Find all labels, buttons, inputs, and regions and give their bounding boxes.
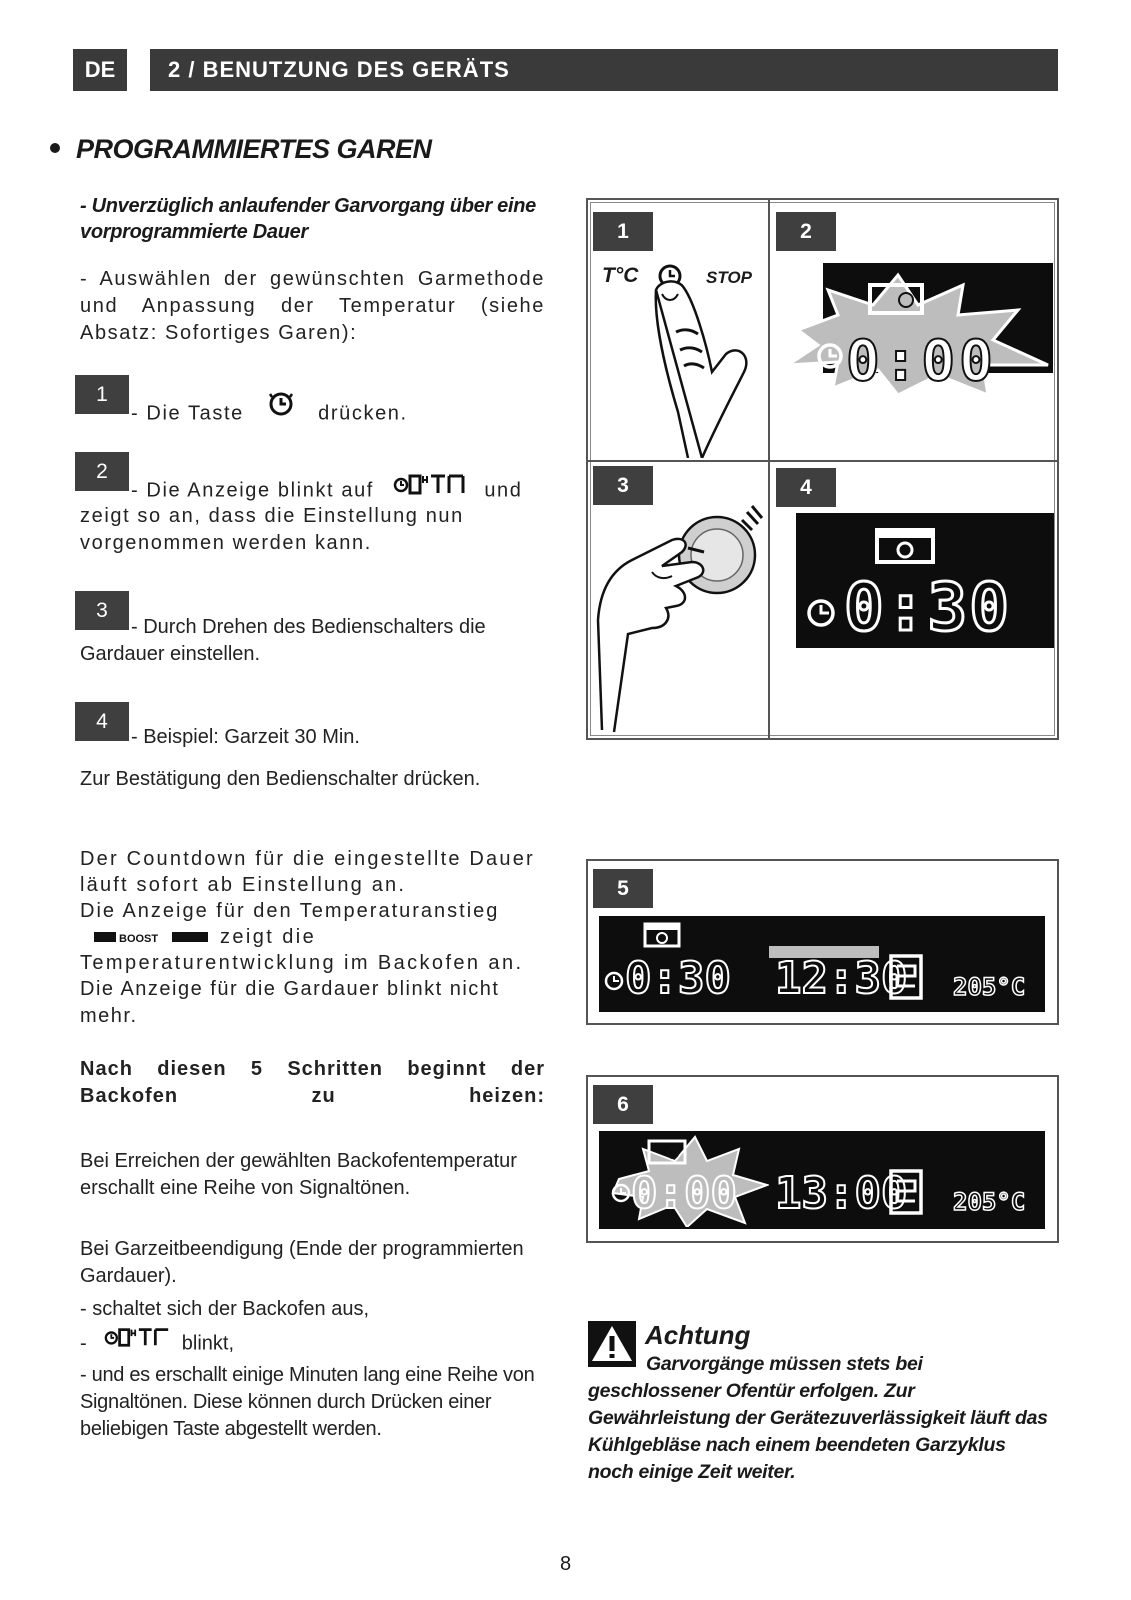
- subtitle: - Unverzüglich anlaufender Garvorgang über eine vorprogrammierte Dauer: [80, 195, 536, 243]
- countdown-text-3: zeigt die Temperaturentwicklung im Backofen an.: [80, 926, 524, 974]
- figure-grid: [586, 198, 1059, 740]
- temperature-readout: 205°C: [953, 973, 1026, 1001]
- end-bullet-1: - schaltet sich der Backofen aus,: [80, 1298, 370, 1320]
- step-3-text: - Durch Drehen des Bedienschalters die Gardauer einstellen.: [80, 616, 486, 665]
- step-1-text: - Die Taste drücken.: [131, 397, 408, 431]
- hand-knob-illustration: [592, 500, 764, 741]
- duration-display-icon: [104, 1326, 170, 1356]
- after-steps-heading: Nach diesen 5 Schritten beginnt der Backofen zu heizen:: [80, 1058, 545, 1107]
- figure-tag: 5: [593, 869, 653, 908]
- oven-level-icon: [889, 954, 923, 1005]
- warning-title: Achtung: [645, 1320, 751, 1350]
- step-2-cont: zeigt so an, dass die Einstellung nun vorgenommen werden kann.: [80, 505, 464, 554]
- signal-text: Bei Erreichen der gewählten Backofentemperatur erschallt eine Reihe von Signaltönen.: [80, 1150, 517, 1199]
- step-2-line1: - Die Anzeige blinkt auf und: [131, 476, 545, 506]
- page-number: 8: [559, 1553, 572, 1575]
- clock-icon: [804, 597, 840, 634]
- clock-icon: [603, 970, 625, 997]
- section-header: 2 / BENUTZUNG DES GERÄTS: [150, 49, 1058, 91]
- step-4-text: - Beispiel: Garzeit 30 Min.: [131, 726, 360, 748]
- duration-readout: 0:00: [631, 1168, 737, 1219]
- stop-key-label: STOP: [706, 268, 752, 287]
- temp-key-label: T°C: [602, 264, 639, 287]
- lcd-display: [796, 513, 1054, 648]
- finger-press-illustration: [648, 262, 758, 463]
- lcd-display: [599, 916, 1045, 1012]
- duration-readout: 0:30: [625, 953, 731, 1004]
- step-number: 3: [75, 591, 129, 630]
- oven-mode-icon: [874, 527, 936, 570]
- duration-display-icon: [393, 473, 465, 503]
- oven-mode-icon: [643, 922, 681, 953]
- temperature-readout: 205°C: [953, 1188, 1026, 1216]
- clock-readout: 12:30: [775, 953, 908, 1004]
- clock-icon: [267, 391, 295, 425]
- bullet-icon: [50, 143, 60, 153]
- countdown-text-4: Die Anzeige für die Gardauer blinkt nicht mehr.: [80, 978, 500, 1027]
- duration-readout: 0:30: [844, 569, 1011, 646]
- figure-6: [586, 1075, 1059, 1243]
- warning-body: Garvorgänge müssen stets bei geschlossener Ofentür erfolgen. Zur Gewährleistung der Gerätezuverlässigkeit läuft das Kühlgebläse nach einem beendeten Garzyklus noch einige Zeit weiter.: [588, 1353, 1048, 1483]
- duration-readout: 0:00: [846, 329, 997, 394]
- page-title: PROGRAMMIERTES GAREN: [50, 134, 432, 165]
- clock-readout: 13:00: [775, 1168, 908, 1219]
- lcd-display: [599, 1131, 1045, 1229]
- countdown-text-2: Die Anzeige für den Temperaturanstieg: [80, 900, 500, 922]
- confirm-text: Zur Bestätigung den Bedienschalter drücken.: [80, 768, 481, 790]
- step-number: 4: [75, 702, 129, 741]
- boost-label: BOOST: [119, 933, 159, 944]
- step-number: 1: [75, 375, 129, 414]
- end-bullet-2: - blinkt,: [80, 1329, 234, 1359]
- figure-5: [586, 859, 1059, 1025]
- countdown-text-1: Der Countdown für die eingestellte Dauer läuft sofort ab Einstellung an.: [80, 848, 535, 896]
- figure-tag: 1: [593, 212, 653, 251]
- figure-tag: 3: [593, 466, 653, 505]
- figure-tag: 2: [776, 212, 836, 251]
- end-intro-text: Bei Garzeitbeendigung (Ende der programmierten Gardauer).: [80, 1238, 524, 1287]
- figure-tag: 4: [776, 468, 836, 507]
- step-number: 2: [75, 452, 129, 491]
- figure-tag: 6: [593, 1085, 653, 1124]
- intro-text: - Auswählen der gewünschten Garmethode und Anpassung der Temperatur (siehe Absatz: Sofortiges Garen):: [80, 268, 545, 344]
- oven-level-icon: [889, 1169, 923, 1220]
- language-badge: DE: [73, 49, 127, 91]
- end-bullet-3: - und es erschallt einige Minuten lang eine Reihe von Signaltönen. Diese können durch Drücken einer beliebigen Taste abgestellt werden.: [80, 1364, 535, 1440]
